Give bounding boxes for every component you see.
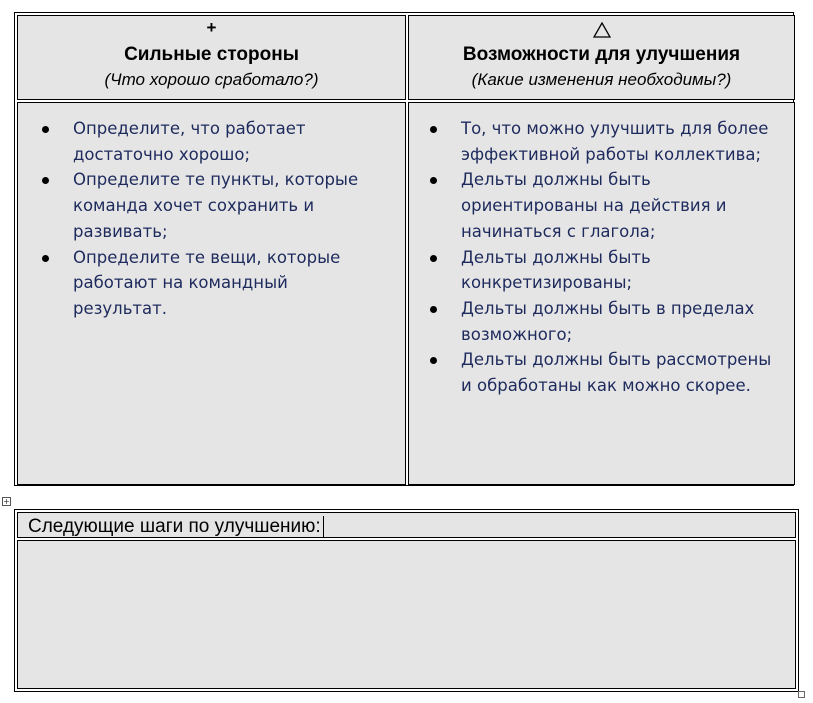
bullet-icon (430, 177, 437, 184)
bullet-icon (430, 357, 437, 364)
improvements-title: Возможности для улучшения (462, 44, 741, 65)
list-item: Дельты должны быть ориентированы на действия и начинаться с глагола; (430, 167, 775, 244)
improvements-subtitle: (Какие изменения необходимы?) (471, 70, 732, 89)
table-resize-handle[interactable] (798, 691, 805, 698)
list-item: Дельты должны быть конкретизированы; (430, 245, 775, 296)
list-item: Определите, что работает достаточно хорошо; (42, 116, 372, 167)
next-steps-table (14, 509, 799, 692)
improvements-list (430, 116, 775, 399)
list-item: То, что можно улучшить для более эффективной работы коллектива; (430, 116, 775, 167)
strengths-title: Сильные стороны (124, 44, 299, 65)
delta-icon (593, 22, 611, 38)
list-item: Определите те пункты, которые команда хочет сохранить и развивать; (42, 167, 372, 244)
strengths-list (42, 116, 372, 322)
bullet-icon (430, 255, 437, 262)
next-steps-body-cell[interactable] (17, 540, 796, 689)
strengths-subtitle: (Что хорошо сработало?) (104, 70, 319, 89)
strengths-header-cell[interactable] (17, 15, 406, 100)
list-item: Определите те вещи, которые работают на командный результат. (42, 245, 372, 322)
list-item: Дельты должны быть в пределах возможного; (430, 296, 775, 347)
plus-icon: + (206, 18, 217, 37)
table-move-handle-icon[interactable]: + (3, 497, 10, 506)
list-item: Дельты должны быть рассмотрены и обработаны как можно скорее. (430, 347, 775, 398)
bullet-icon (430, 126, 437, 133)
improvements-header-cell[interactable] (408, 15, 795, 100)
bullet-icon (42, 177, 49, 184)
bullet-icon (42, 126, 49, 133)
next-steps-label: Следующие шаги по улучшению: (28, 516, 324, 538)
next-steps-header-cell[interactable] (17, 512, 796, 538)
bullet-icon (42, 255, 49, 262)
bullet-icon (430, 306, 437, 313)
